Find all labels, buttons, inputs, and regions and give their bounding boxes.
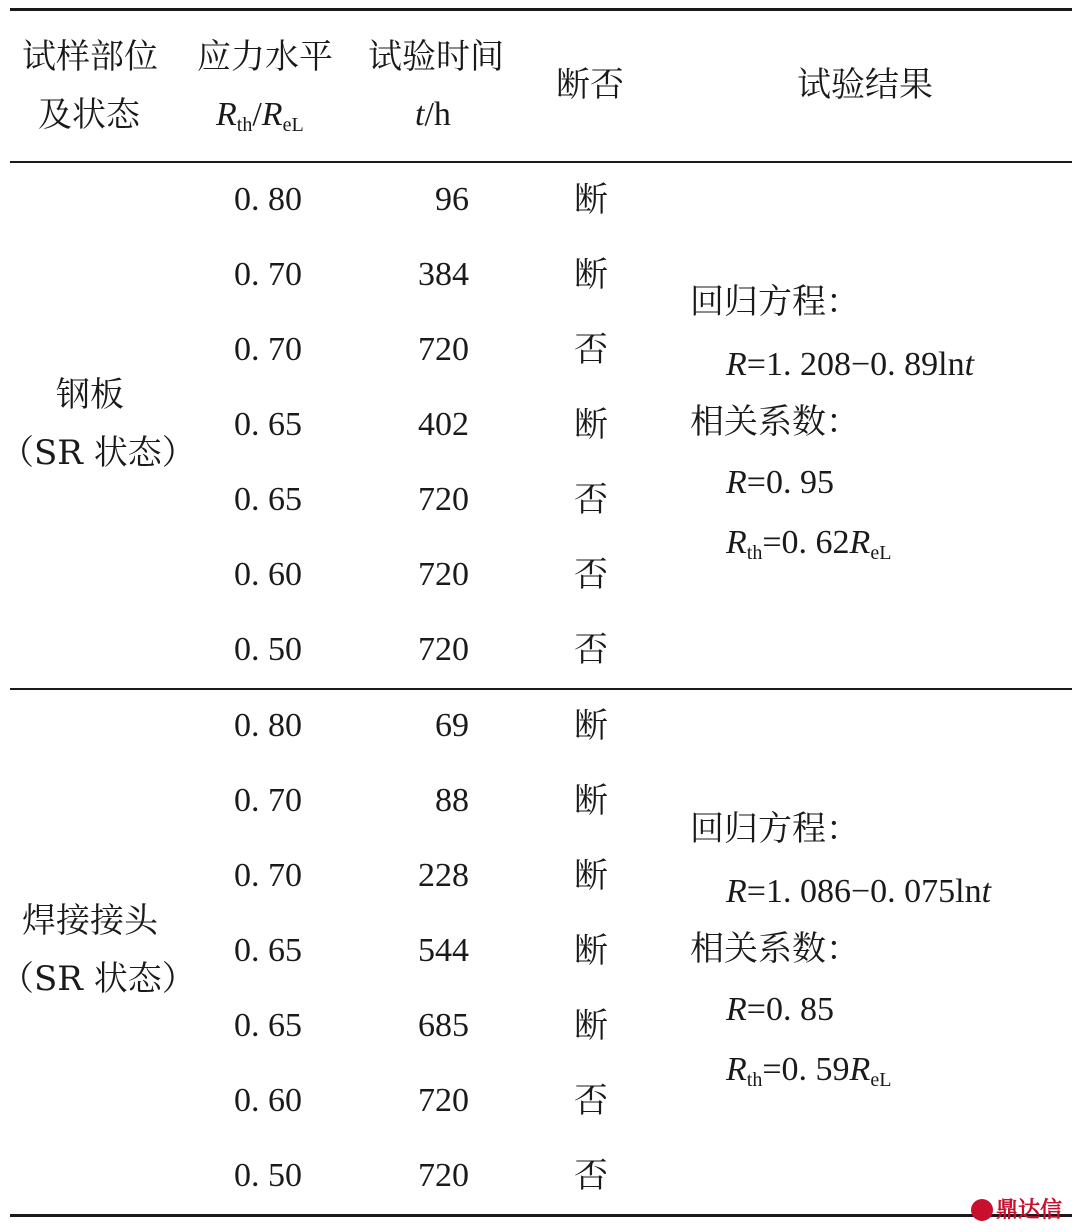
broken-status: 否 xyxy=(574,1156,608,1196)
test-time: 88 xyxy=(435,782,469,819)
specimen-name: 钢板 xyxy=(56,375,124,415)
specimen-name: 焊接接头 xyxy=(22,901,158,941)
stress-level: 0. 65 xyxy=(234,406,302,443)
correlation-label: 相关系数： xyxy=(690,931,860,968)
bottom-rule xyxy=(10,1214,1072,1217)
broken-status: 断 xyxy=(574,255,608,295)
watermark-logo: 鼎达信 xyxy=(971,1193,1062,1224)
broken-status: 断 xyxy=(574,180,608,220)
stress-level: 0. 70 xyxy=(234,782,302,819)
specimen-state: （SR 状态） xyxy=(0,433,196,473)
stress-level: 0. 65 xyxy=(234,932,302,969)
broken-status: 否 xyxy=(574,480,608,520)
header-broken: 断否 xyxy=(556,65,624,105)
broken-status: 断 xyxy=(574,706,608,746)
broken-status: 断 xyxy=(574,781,608,821)
stress-level: 0. 70 xyxy=(234,256,302,293)
test-time: 544 xyxy=(418,932,469,969)
threshold-value: $R_{th}=0$. $62R_{eL}$ xyxy=(726,524,892,564)
stress-level: 0. 65 xyxy=(234,481,302,518)
header-stress-unit: $R_{th}/R_{eL}$ xyxy=(216,96,304,136)
test-time: 402 xyxy=(418,406,469,443)
correlation-value: R=0. 95 xyxy=(726,464,834,501)
test-time: 720 xyxy=(418,556,469,593)
header-time-line1: 试验时间 xyxy=(368,37,504,77)
broken-status: 否 xyxy=(574,1081,608,1121)
test-time: 69 xyxy=(435,707,469,744)
broken-status: 断 xyxy=(574,856,608,896)
regression-equation: R=1. 208−0. 89lnt xyxy=(726,346,975,383)
header-result: 试验结果 xyxy=(797,65,933,105)
test-time: 384 xyxy=(418,256,469,293)
header-rule xyxy=(10,161,1072,163)
test-time: 228 xyxy=(418,857,469,894)
stress-level: 0. 60 xyxy=(234,556,302,593)
stress-level: 0. 70 xyxy=(234,857,302,894)
header-specimen-line2: 及状态 xyxy=(38,95,140,135)
broken-status: 断 xyxy=(574,931,608,971)
stress-level: 0. 80 xyxy=(234,707,302,744)
regression-label: 回归方程： xyxy=(690,811,860,848)
correlation-label: 相关系数： xyxy=(690,404,860,441)
stress-level: 0. 70 xyxy=(234,331,302,368)
test-time: 720 xyxy=(418,331,469,368)
broken-status: 否 xyxy=(574,555,608,595)
header-specimen-line1: 试样部位 xyxy=(22,37,158,77)
correlation-value: R=0. 85 xyxy=(726,991,834,1028)
test-time: 720 xyxy=(418,481,469,518)
broken-status: 断 xyxy=(574,1006,608,1046)
header-time-unit: t/h xyxy=(415,96,451,133)
regression-label: 回归方程： xyxy=(690,284,860,321)
group-divider-rule xyxy=(10,688,1072,690)
specimen-state: （SR 状态） xyxy=(0,959,196,999)
test-time: 720 xyxy=(418,1157,469,1194)
threshold-value: $R_{th}=0$. $59R_{eL}$ xyxy=(726,1051,892,1091)
logo-icon xyxy=(971,1199,993,1221)
top-rule xyxy=(10,8,1072,11)
regression-equation: R=1. 086−0. 075lnt xyxy=(726,873,992,910)
broken-status: 断 xyxy=(574,405,608,445)
test-time: 96 xyxy=(435,181,469,218)
header-stress-line1: 应力水平 xyxy=(197,37,333,77)
broken-status: 否 xyxy=(574,630,608,670)
stress-level: 0. 60 xyxy=(234,1082,302,1119)
test-time: 685 xyxy=(418,1007,469,1044)
stress-level: 0. 50 xyxy=(234,1157,302,1194)
test-time: 720 xyxy=(418,1082,469,1119)
stress-level: 0. 65 xyxy=(234,1007,302,1044)
broken-status: 否 xyxy=(574,330,608,370)
stress-level: 0. 80 xyxy=(234,181,302,218)
test-time: 720 xyxy=(418,631,469,668)
stress-level: 0. 50 xyxy=(234,631,302,668)
